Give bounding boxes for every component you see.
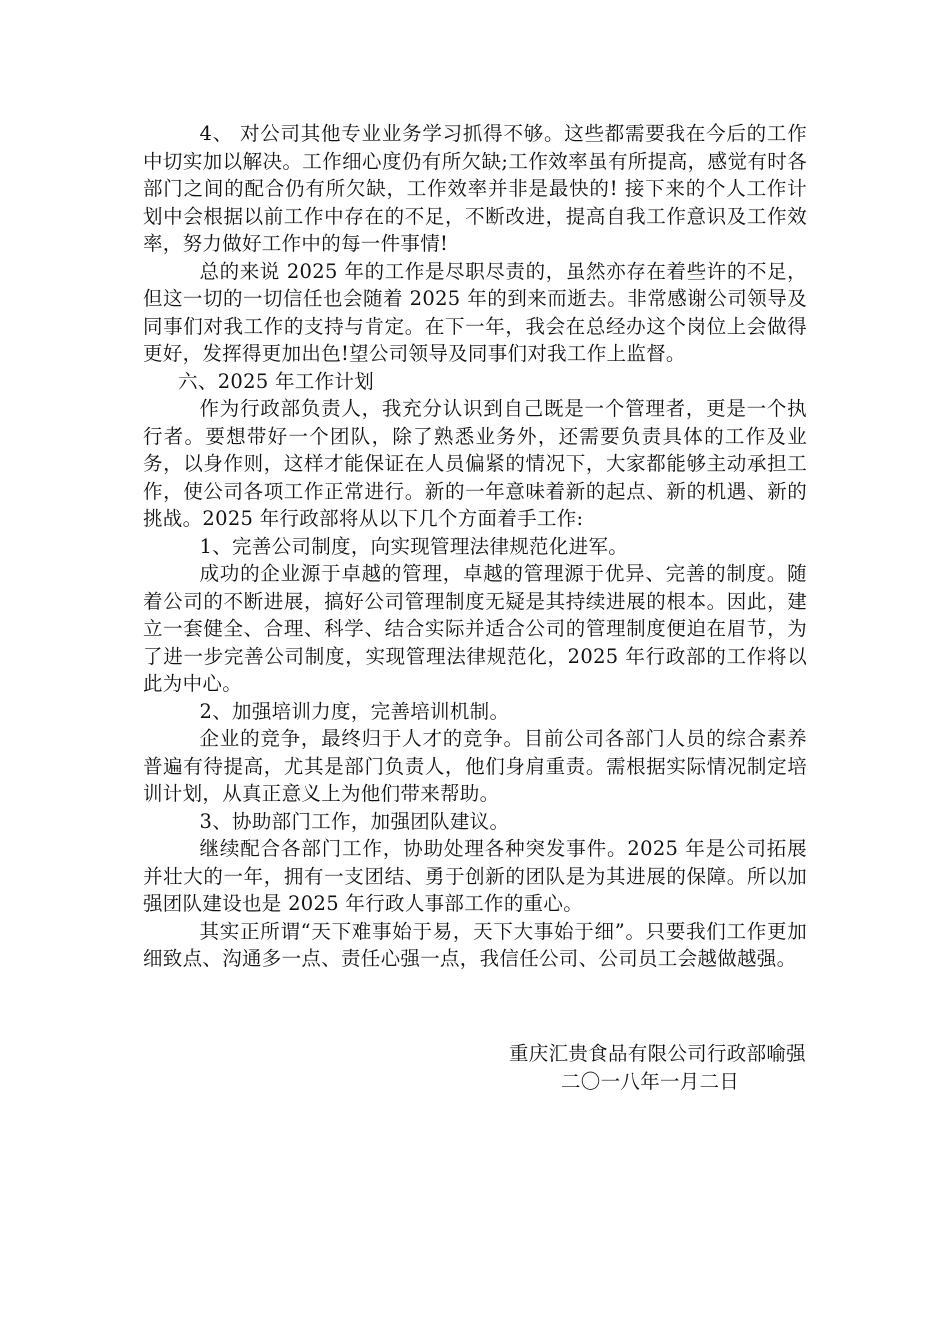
plan-item-1-body: 成功的企业源于卓越的管理，卓越的管理源于优异、完善的制度。随着公司的不断进展，搞好公司管理制度无疑是其持续进展的根本。因此，建立一套健全、合理、科学、结合实际并适合公司的管理制度便迫在眉节，为了进一步完善公司制度，实现管理法律规范化，2025 年行政部的工作将以此为中心。: [143, 562, 807, 695]
plan-item-1-heading: 1、完善公司制度，向实现管理法律规范化进军。: [199, 534, 629, 558]
plan-item-2-body: 企业的竞争，最终归于人才的竞争。目前公司各部门人员的综合素养普遍有待提高，尤其是部门负责人，他们身肩重责。需根据实际情况制定培训计划，从真正意义上为他们带来帮助。: [143, 727, 807, 805]
paragraph-closing: 其实正所谓“天下难事始于易，天下大事始于细”。只要我们工作更加细致点、沟通多一点、责任心强一点，我信任公司、公司员工会越做越强。: [143, 919, 807, 970]
paragraph-plan-intro: 作为行政部负责人，我充分认识到自己既是一个管理者，更是一个执行者。要想带好一个团队，除了熟悉业务外，还需要负责具体的工作及业务，以身作则，这样才能保证在人员偏紧的情况下，大家都能够主动承担工作，使公司各项工作正常进行。新的一年意味着新的起点、新的机遇、新的挑战。2025 年行政部将从以下几个方面着手工作:: [143, 397, 807, 530]
paragraph-year-summary: 总的来说 2025 年的工作是尽职尽责的，虽然亦存在着些许的不足，但这一切的一切信任也会随着 2025 年的到来而逝去。非常感谢公司领导及同事们对我工作的支持与肯定。在下一年，我会在总经办这个岗位上会做得更好，发挥得更加出色!望公司领导及同事们对我工作上监督。: [143, 259, 807, 365]
signature-block: [470, 1040, 810, 1095]
signature-date: 二〇一八年一月二日: [561, 1069, 740, 1093]
paragraph-self-assessment: 4、 对公司其他专业业务学习抓得不够。这些都需要我在今后的工作中切实加以解决。工作细心度仍有所欠缺;工作效率虽有所提高，感觉有时各部门之间的配合仍有所欠缺，工作效率并非是最快的! 接下来的个人工作计划中会根据以前工作中存在的不足，不断改进，提高自我工作意识及工作效率，努力做好工作中的每一件事情!: [143, 122, 807, 255]
section-heading-work-plan: 六、2025 年工作计划: [178, 369, 375, 393]
plan-item-3-body: 继续配合各部门工作，协助处理各种突发事件。2025 年是公司拓展并壮大的一年，拥有一支团结、勇于创新的团队是为其进展的保障。所以加强团队建设也是 2025 年行政人事部工作的重心。: [143, 837, 807, 915]
document-body: [143, 120, 807, 973]
signature-organization: 重庆汇贵食品有限公司行政部喻强: [508, 1042, 806, 1065]
plan-item-2-heading: 2、加强培训力度，完善培训机制。: [199, 699, 510, 723]
plan-item-3-heading: 3、协助部门工作，加强团队建议。: [199, 809, 510, 833]
